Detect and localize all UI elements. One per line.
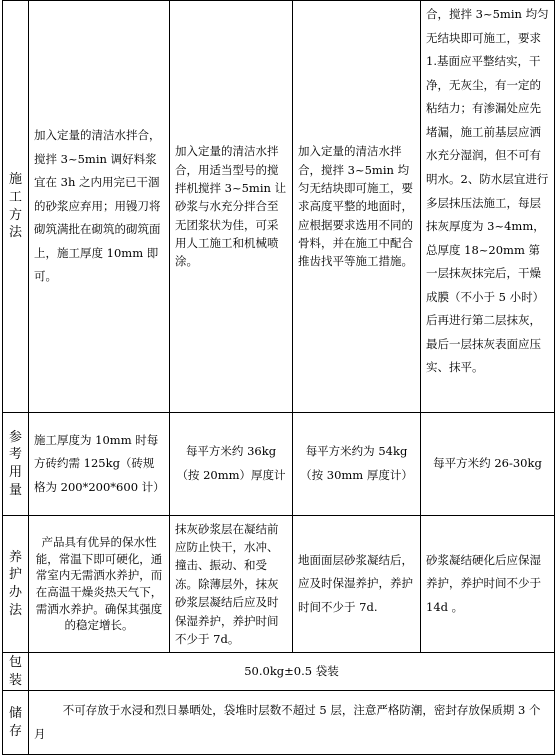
usage-col-1: 施工厚度为 10mm 时每方砖约需 125kg（砖规格为 200*200*600 计） xyxy=(29,413,170,516)
curing-col-3: 地面面层砂浆凝结后，应及时保湿养护，养护时间不少于 7d. xyxy=(293,516,421,653)
header-reference-usage: 参 考 用 量 xyxy=(3,413,29,516)
row-reference-usage xyxy=(3,413,555,516)
curing-col-1: 产品具有优异的保水性能，常温下即可硬化，通常室内无需洒水养护，而在高温干燥炎热天气下，需洒水养护。确保其强度的稳定增长。 xyxy=(29,516,170,653)
product-spec-table xyxy=(2,0,555,755)
method-col-3: 加入定量的清洁水拌合，搅拌 3~5min 均匀无结块即可施工，要求高度平整的地面时，应根据要求选用不同的骨料，并在施工中配合推齿找平等施工措施。 xyxy=(293,1,421,413)
header-packaging: 包 装 xyxy=(3,653,29,691)
method-col-4: 合，搅拌 3~5min 均匀无结块即可施工，要求 1.基面应平整结实，干净，无灰尘，有一定的粘结力；有渗漏处应先堵漏，施工前基层应洒水充分湿润，但不可有明水。2、防水层宜进行多层抹压法施工，每层抹灰厚度为 3~4mm，总厚度 18~20mm 第一层抹灰抹完后，干燥成膜（不小于 5 小时）后再进行第二层抹灰，最后一层抹灰表面应压实、抹平。 xyxy=(421,1,555,413)
curing-col-2: 抹灰砂浆层在凝结前应防止快干，水冲、撞击、振动、和受冻。除薄层外，抹灰砂浆层凝结后应及时保湿养护，养护时间不少于 7d。 xyxy=(170,516,293,653)
packaging-spec: 50.0kg±0.5 袋装 xyxy=(29,653,555,691)
row-construction-method xyxy=(3,1,555,413)
row-packaging xyxy=(3,653,555,691)
method-col-1: 加入定量的清洁水拌合，搅拌 3~5min 调好料浆宜在 3h 之内用完已干涸的砂浆应弃用；用镘刀将砌筑满批在砌筑的砌筑面上，施工厚度 10mm 即可。 xyxy=(29,1,170,413)
usage-col-2: 每平方米约 36kg（按 20mm）厚度计 xyxy=(170,413,293,516)
header-storage: 储 存 xyxy=(3,691,29,755)
usage-col-4: 每平方米约 26-30kg xyxy=(421,413,555,516)
row-storage xyxy=(3,691,555,755)
storage-instructions: 不可存放于水浸和烈日暴晒处，袋堆时层数不超过 5 层，注意严格防潮，密封存放保质期 3 个月 xyxy=(29,691,555,755)
curing-col-4: 砂浆凝结硬化后应保湿养护，养护时间不少于 14d 。 xyxy=(421,516,555,653)
header-construction-method: 施 工 方 法 xyxy=(3,1,29,413)
method-col-2: 加入定量的清洁水拌合，用适当型号的搅拌机搅拌 3~5min 让砂浆与水充分拌合至无团浆状为佳，可采用人工施工和机械喷涂。 xyxy=(170,1,293,413)
usage-col-3: 每平方米约为 54kg（按 30mm 厚度计） xyxy=(293,413,421,516)
row-curing-method xyxy=(3,516,555,653)
header-curing-method: 养 护 办 法 xyxy=(3,516,29,653)
